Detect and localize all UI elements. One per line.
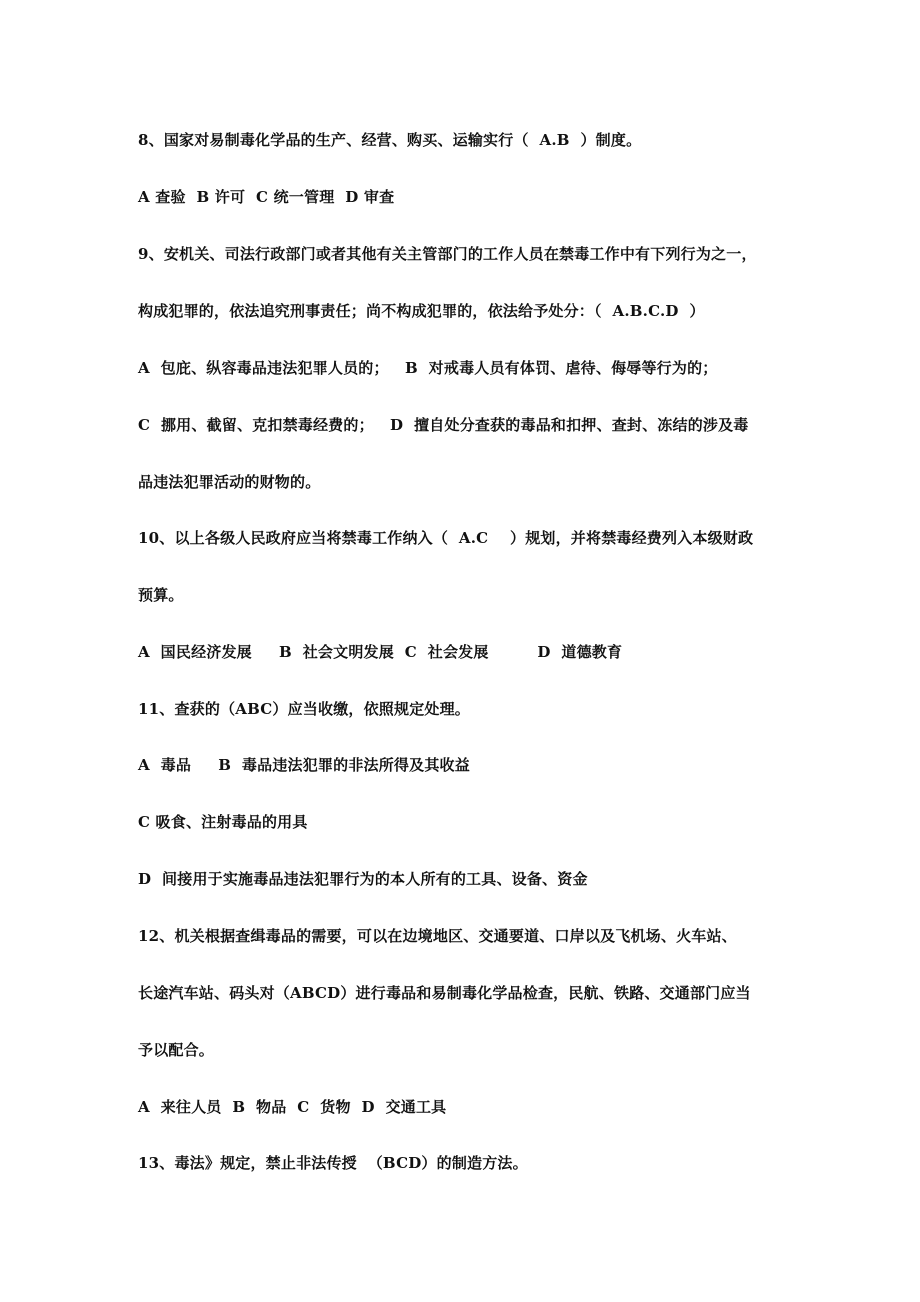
question-11-text: 11、查获的（ABC）应当收缴，依照规定处理。 [138,700,471,718]
question-12-options: A 来往人员 B 物品 C 货物 D 交通工具 [138,1098,447,1116]
question-9-options-cd: C 挪用、截留、克扣禁毒经费的； D 擅自处分查获的毒品和扣押、查封、冻结的涉及毒 [138,416,749,434]
question-9-options-ab: A 包庇、纵容毒品违法犯罪人员的； B 对戒毒人员有体罚、虐待、侮辱等行为的； [138,359,718,377]
question-13-text: 13、毒法》规定，禁止非法传授 （BCD）的制造方法。 [138,1154,528,1172]
question-11-option-d: D 间接用于实施毒品违法犯罪行为的本人所有的工具、设备、资金 [138,870,588,888]
question-11-options-ab: A 毒品 B 毒品违法犯罪的非法所得及其收益 [138,756,470,774]
question-11-option-c: C 吸食、注射毒品的用具 [138,813,308,831]
question-9-text-line-2: 构成犯罪的，依法追究刑事责任；尚不构成犯罪的，依法给予处分：（ A.B.C.D ） [138,302,705,320]
question-12-text-line-3: 予以配合。 [138,1041,215,1059]
question-10-options: A 国民经济发展 B 社会文明发展 C 社会发展 D 道德教育 [138,643,623,661]
question-9-options-cd-cont: 品违法犯罪活动的财物的。 [138,473,321,491]
question-8-text: 8、国家对易制毒化学品的生产、经营、购买、运输实行（ A.B ）制度。 [138,131,642,149]
question-10-text-line-2: 预算。 [138,586,184,604]
question-9-text-line-1: 9、安机关、司法行政部门或者其他有关主管部门的工作人员在禁毒工作中有下列行为之一， [138,245,757,263]
question-12-text-line-2: 长途汽车站、码头对（ABCD）进行毒品和易制毒化学品检查，民航、铁路、交通部门应当 [138,984,751,1002]
question-10-text-line-1: 10、以上各级人民政府应当将禁毒工作纳入（ A.C ）规划，并将禁毒经费列入本级财政 [138,529,754,547]
question-8-options: A 查验 B 许可 C 统一管理 D 审查 [138,188,395,206]
question-12-text-line-1: 12、机关根据查缉毒品的需要，可以在边境地区、交通要道、口岸以及飞机场、火车站、 [138,927,737,945]
